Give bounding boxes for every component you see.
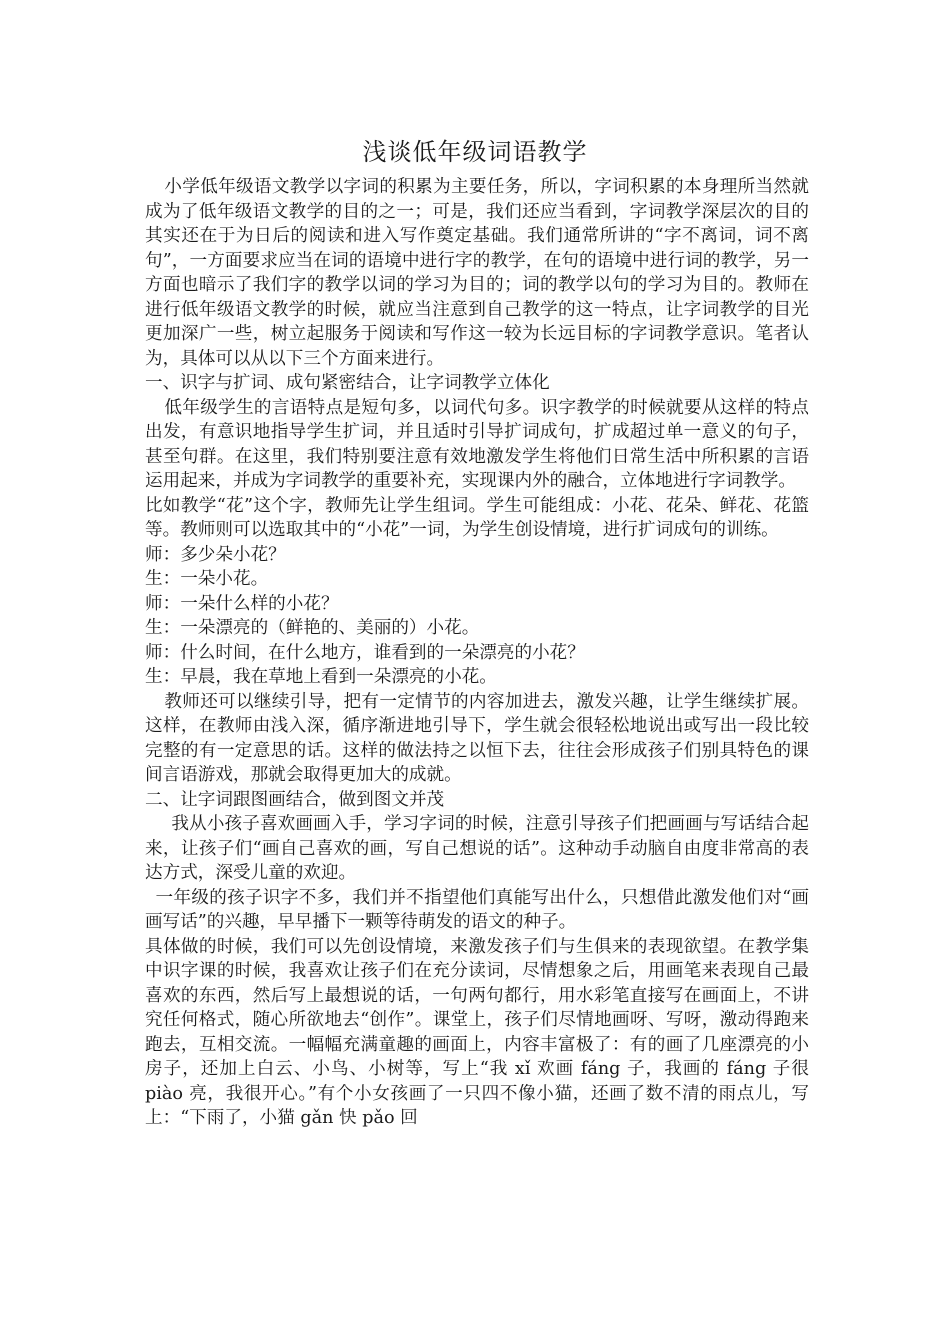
dialogue-line: 师：一朵什么样的小花？ <box>145 593 339 614</box>
section-2-paragraph: 具体做的时候，我们可以先创设情境，来激发孩子们与生俱来的表现欲望。在教学集中识字课的时候，我喜欢让孩子们在充分读词，尽情想象之后，用画笔来表现自己最喜欢的东西，然后写上最想说的话，一句两句都行，用水彩笔直接写在画面上，不讲究任何格式，随心所欲地去“创作”。课堂上，孩子们尽情地画呀、写呀，激动得跑来跑去，互相交流。一幅幅充满童趣的画面上，内容丰富极了：有的画了几座漂亮的小房子，还加上白云、小鸟、小树等，写上“我 xǐ 欢画 fáng 子，我画的 fáng 子很 piào 亮，我很开心。”有个小女孩画了一只四不像小猫，还画了数不清的雨点儿，写上：“下雨了，小猫 gǎn 快 pǎo 回 <box>145 936 809 1128</box>
dialogue-block <box>145 543 809 690</box>
dialogue-line: 生：早晨，我在草地上看到一朵漂亮的小花。 <box>145 667 497 687</box>
dialogue-line: 生：一朵小花。 <box>145 569 269 589</box>
example-paragraph: 比如教学“花”这个字，教师先让学生组词。学生可能组成：小花、花朵、鲜花、花篮等。教师则可以选取其中的“小花”一词，为学生创设情境，进行扩词成句的训练。 <box>145 495 809 540</box>
dialogue-line: 师：多少朵小花？ <box>145 544 286 565</box>
section-1-paragraph: 低年级学生的言语特点是短句多，以词代句多。识字教学的时候就要从这样的特点出发，有意识地指导学生扩词，并且适时引导扩词成句，扩成超过单一意义的句子，甚至句群。在这里，我们特别要注意有效地激发学生将他们日常生活中所积累的言语运用起来，并成为字词教学的重要补充，实现课内外的融合，立体地进行字词教学。 <box>145 397 809 491</box>
intro-paragraph: 小学低年级语文教学以字词的积累为主要任务，所以，字词积累的本身理所当然就成为了低年级语文教学的目的之一；可是，我们还应当看到，字词教学深层次的目的其实还在于为日后的阅读和进入写作奠定基础。我们通常所讲的“字不离词，词不离句”，一方面要求应当在词的语境中进行字的教学，在句的语境中进行词的教学，另一方面也暗示了我们字的教学以词的学习为目的；词的教学以句的学习为目的。教师在进行低年级语文教学的时候，就应当注意到自己教学的这一特点，让字词教学的目光更加深广一些，树立起服务于阅读和写作这一较为长远目标的字词教学意识。笔者认为，具体可以从以下三个方面来进行。 <box>145 177 809 369</box>
followup-paragraph: 教师还可以继续引导，把有一定情节的内容加进去，激发兴趣，让学生继续扩展。这样，在教师由浅入深，循序渐进地引导下，学生就会很轻松地说出或写出一段比较完整的有一定意思的话。这样的做法持之以恒下去，往往会形成孩子们别具特色的课间言语游戏，那就会取得更加大的成就。 <box>145 691 809 785</box>
page-title: 浅谈低年级词语教学 <box>362 138 588 166</box>
section-2-paragraph: 我从小孩子喜欢画画入手，学习字词的时候，注意引导孩子们把画画与写话结合起来，让孩子们“画自己喜欢的画，写自己想说的话”。这种动手动脑自由度非常高的表达方式，深受儿童的欢迎。 <box>145 814 809 883</box>
document-body <box>145 175 809 1131</box>
section-2-paragraph: 一年级的孩子识字不多，我们并不指望他们真能写出什么，只想借此激发他们对“画画写话”的兴趣，早早播下一颗等待萌发的语文的种子。 <box>145 887 809 932</box>
section-heading-1: 一、识字与扩词、成句紧密结合，让字词教学立体化 <box>145 373 550 393</box>
dialogue-line: 师：什么时间，在什么地方，谁看到的一朵漂亮的小花？ <box>145 642 585 663</box>
dialogue-line: 生：一朵漂亮的（鲜艳的、美丽的）小花。 <box>145 618 480 638</box>
section-heading-2: 二、让字词跟图画结合，做到图文并茂 <box>145 789 445 810</box>
